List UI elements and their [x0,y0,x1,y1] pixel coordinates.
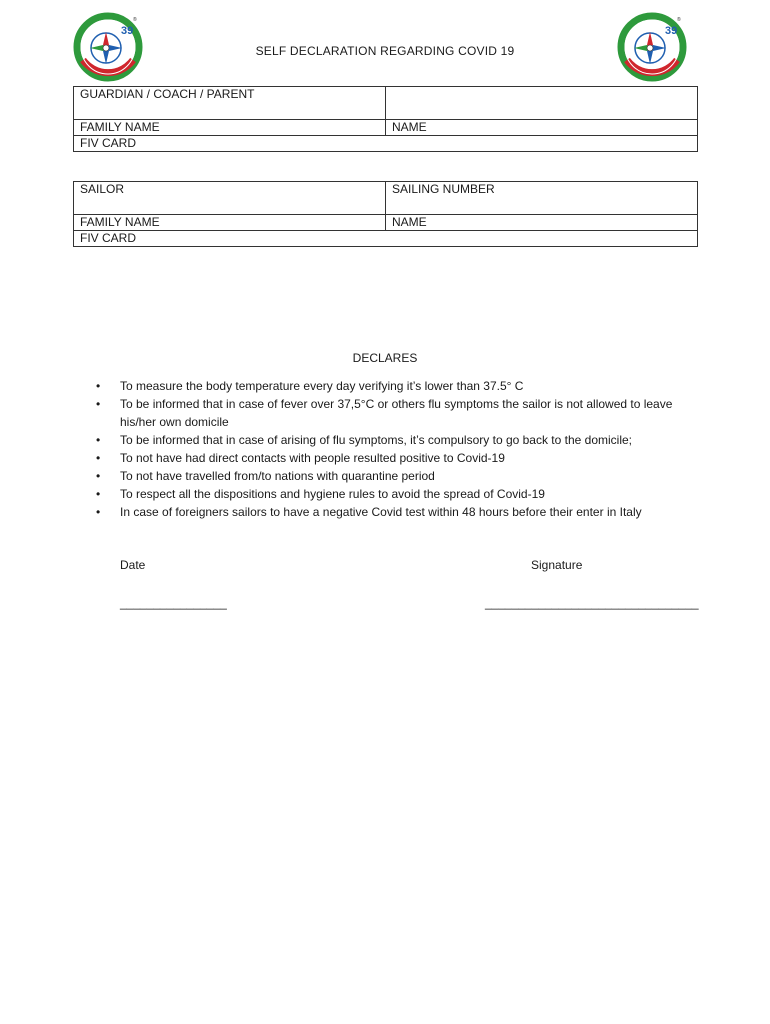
svg-text:®: ® [677,17,681,23]
list-item [90,485,700,503]
declaration-text: To be informed that in case of fever over 37,5°C or others flu symptoms the sailor is not allowed to leave his/her own domicile [120,397,673,429]
document-title: SELF DECLARATION REGARDING COVID 19 [255,44,515,58]
logo-number-text: 39 [121,25,134,37]
guardian-role-cell[interactable] [74,87,386,120]
guardian-family-name-cell[interactable] [74,120,386,136]
bullet-icon: • [96,433,101,447]
bullet-icon: • [96,397,101,411]
sailor-name-cell[interactable] [386,215,698,231]
guardian-family-name-label: FAMILY NAME [80,120,160,134]
sailor-role-label: SAILOR [80,182,125,196]
guardian-fiv-card-cell[interactable] [74,136,698,152]
signature-label: Signature [531,558,583,572]
logo-number-text: 39 [665,25,678,37]
guardian-role-label: GUARDIAN / COACH / PARENT [80,87,255,101]
sailor-family-name-cell[interactable] [74,215,386,231]
sailor-table [73,181,698,247]
list-item [90,467,700,485]
svg-text:®: ® [133,17,137,23]
declaration-text: In case of foreigners sailors to have a negative Covid test within 48 hours before their enter in Italy [120,505,642,519]
sailor-role-cell[interactable] [74,182,386,215]
date-field[interactable]: ________________ [120,596,227,610]
list-item [90,449,700,467]
declares-heading: DECLARES [352,351,418,365]
guardian-table [73,86,698,152]
guardian-name-cell[interactable] [386,120,698,136]
list-item [90,377,700,395]
declaration-text: To not have travelled from/to nations with quarantine period [120,469,435,483]
bullet-icon: • [96,451,101,465]
guardian-role-value-cell[interactable] [386,87,698,120]
sailing-number-cell[interactable] [386,182,698,215]
declarations-list [90,377,700,521]
guardian-fiv-card-label: FIV CARD [80,136,137,150]
declaration-text: To respect all the dispositions and hygiene rules to avoid the spread of Covid-19 [120,487,545,501]
sailor-name-label: NAME [392,215,427,229]
declaration-text: To measure the body temperature every day verifying it’s lower than 37.5° C [120,379,524,393]
bullet-icon: • [96,505,101,519]
sailor-fiv-card-label: FIV CARD [80,231,137,245]
guardian-name-label: NAME [392,120,427,134]
list-item [90,395,700,431]
sailor-family-name-label: FAMILY NAME [80,215,160,229]
signature-field[interactable]: ________________________________ [485,596,699,610]
bullet-icon: • [96,379,101,393]
bullet-icon: • [96,469,101,483]
declaration-text: To be informed that in case of arising of flu symptoms, it’s compulsory to go back to the domicile; [120,433,633,447]
list-item [90,431,700,449]
bullet-icon: • [96,487,101,501]
declaration-text: To not have had direct contacts with people resulted positive to Covid-19 [120,451,505,465]
date-label: Date [120,558,146,572]
list-item [90,503,700,521]
sailing-number-label: SAILING NUMBER [392,182,495,196]
sailor-fiv-card-cell[interactable] [74,231,698,247]
